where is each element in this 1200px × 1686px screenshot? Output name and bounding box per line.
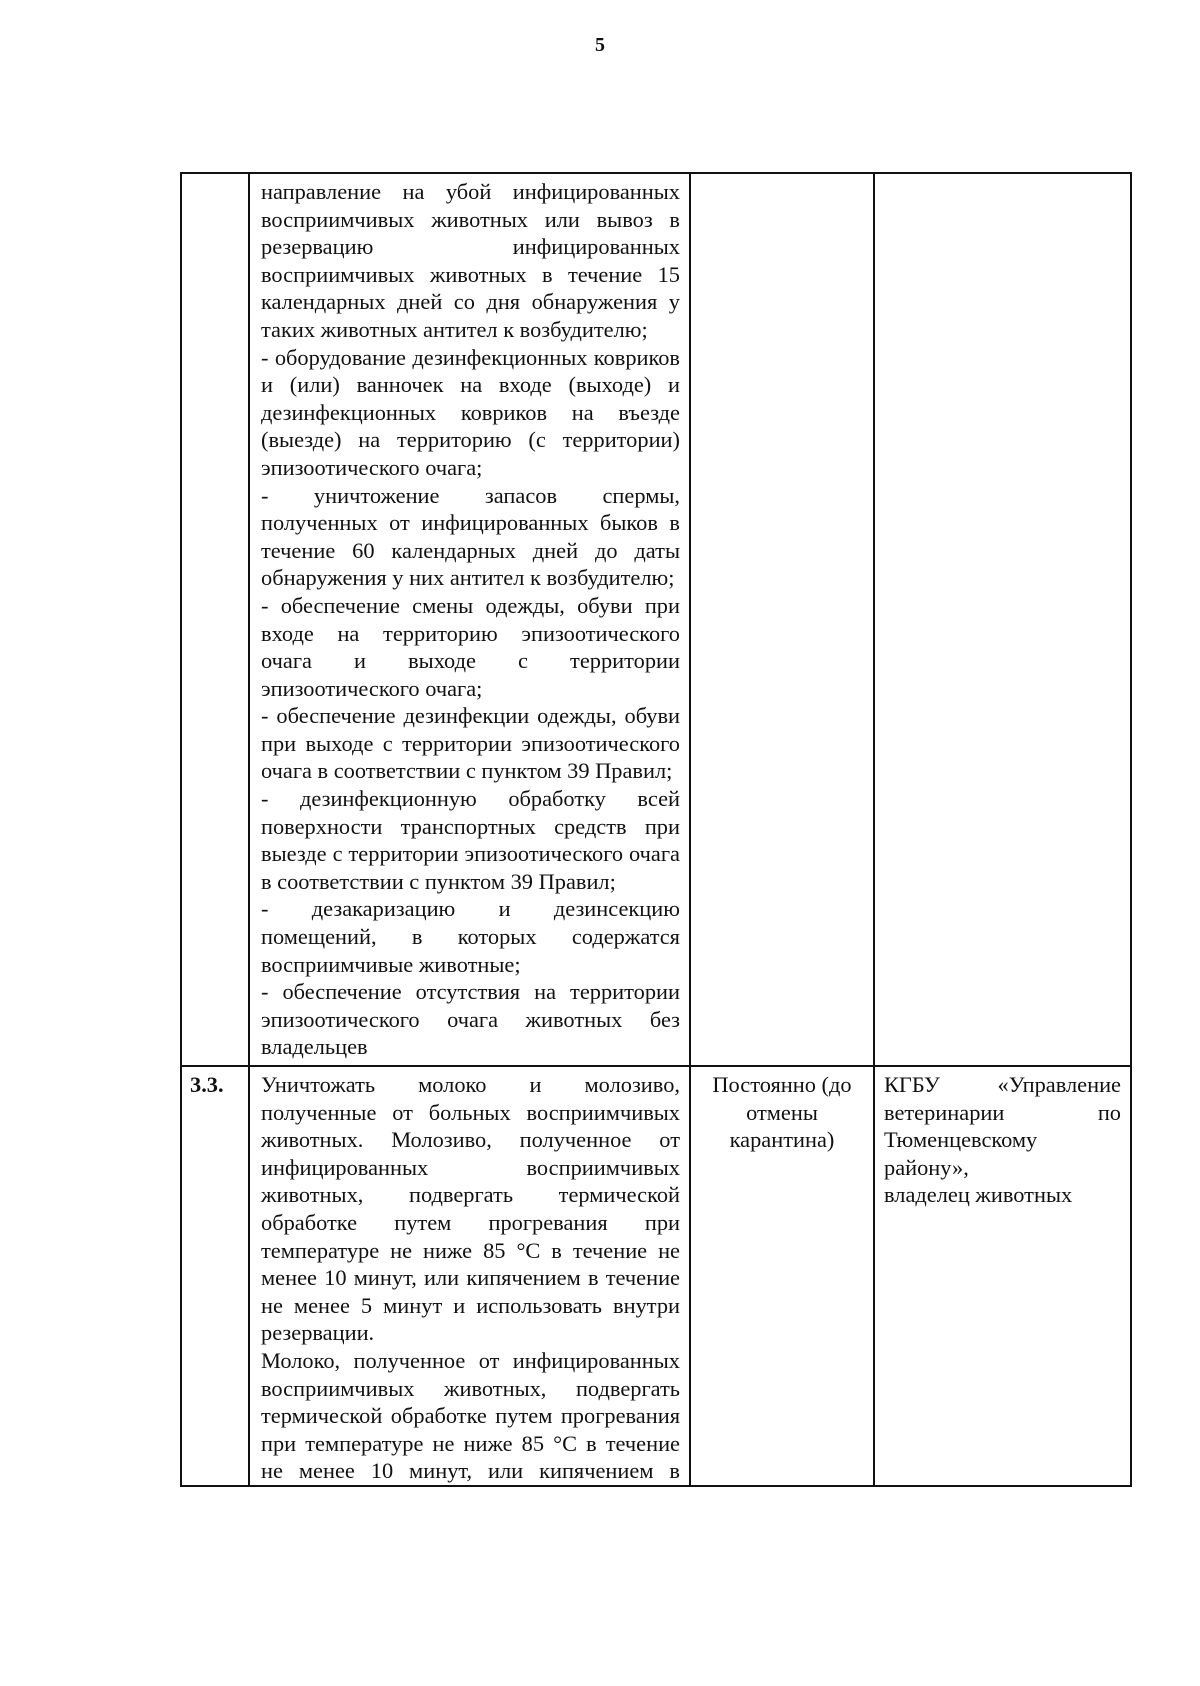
measure-paragraph: - дезинфекционную обработку всей поверхности транспортных средств при выезде с территории эпизоотического очага в соответствии с пунктом 39 Правил; [261, 786, 680, 894]
responsible-cell [874, 173, 1131, 1066]
row-number-cell: 3.3. [181, 1066, 249, 1486]
measure-paragraph: направление на убой инфицированных восприимчивых животных или вывоз в резервацию инфицированных восприимчивых животных в течение 15 календарных дней со дня обнаружения у таких животных антител к возбудителю; [261, 179, 680, 342]
measure-paragraph: - уничтожение запасов спермы, полученных от инфицированных быков в течение 60 календарных дней до даты обнаружения у них антител к возбудителю; [261, 482, 680, 591]
measure-paragraph: - дезакаризацию и дезинсекцию помещений, в которых содержатся восприимчивые животные; [261, 896, 680, 977]
term-cell [690, 173, 874, 1066]
responsible-owner: владелец животных [884, 1182, 1073, 1208]
row-number-cell [181, 173, 249, 1066]
responsible-cell [874, 1066, 1131, 1486]
measure-text-cell [249, 1066, 690, 1486]
table-row [181, 173, 1131, 1066]
table-row [181, 1066, 1131, 1486]
measure-paragraph: Молоко, полученное от инфицированных восприимчивых животных, подвергать термической обработке путем прогревания при температуре не ниже 85 °С в течение не менее 10 минут, или кипячением в [261, 1347, 680, 1484]
measure-paragraph: - обеспечение отсутствия на территории эпизоотического очага животных без владельцев [261, 979, 680, 1060]
measure-paragraph: - оборудование дезинфекционных ковриков и (или) ванночек на входе (выходе) и дезинфекционных ковриков на въезде (выезде) на территорию (с территории) эпизоотического очага; [261, 344, 680, 480]
measure-paragraph: Уничтожать молоко и молозиво, полученные от больных восприимчивых животных. Молозиво, полученное от инфицированных восприимчивых животных, подвергать термической обработке путем прогревания при температуре не ниже 85 °С в течение не менее 10 минут, или кипячением в течение не менее 5 минут и использовать внутри резервации. [261, 1072, 680, 1346]
measure-text-cell [249, 173, 690, 1066]
term-cell: Постоянно (до отмены карантина) [690, 1066, 874, 1486]
page-number: 5 [595, 34, 605, 56]
measure-paragraph: - обеспечение смены одежды, обуви при входе на территорию эпизоотического очага и выходе с территории эпизоотического очага; [261, 592, 680, 701]
measure-paragraph: - обеспечение дезинфекции одежды, обуви при выходе с территории эпизоотического очага в соответствии с пунктом 39 Правил; [261, 703, 680, 784]
measures-table [180, 172, 1132, 1487]
responsible-organization: КГБУ «Управление ветеринарии по Тюменцевскому району», [884, 1072, 1121, 1180]
